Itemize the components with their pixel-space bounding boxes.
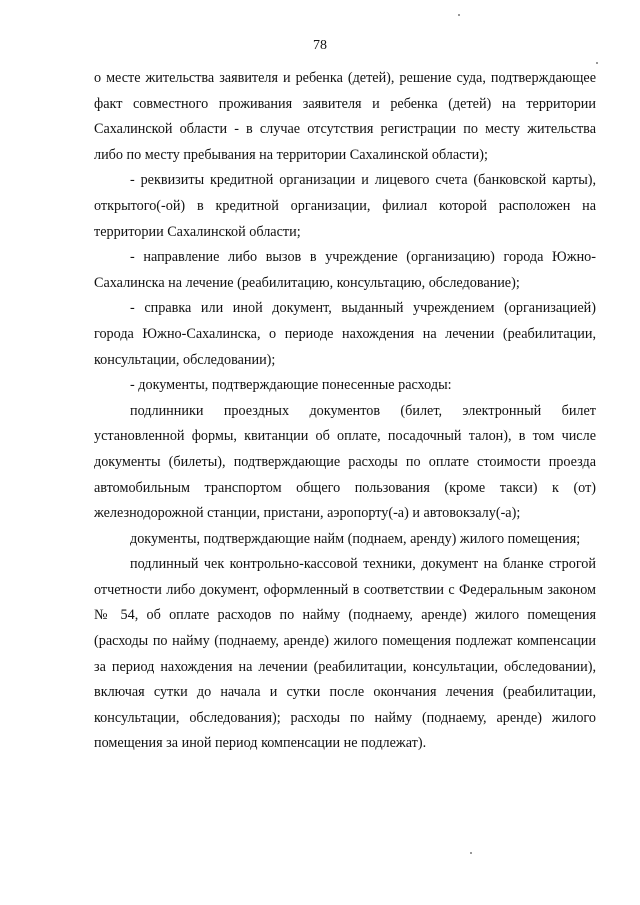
paragraph-expense-documents: - документы, подтверждающие понесенные расходы: xyxy=(130,377,452,394)
paragraph-bank-details: - реквизиты кредитной организации и лицевого счета (банковской карты), открытого(-ой) в кредитной организации, филиал которой расположен на территории Сахалинской области; xyxy=(94,172,596,240)
scan-speck xyxy=(458,14,460,16)
scan-speck xyxy=(596,62,598,64)
paragraph-rental-documents: документы, подтверждающие найм (поднаем, аренду) жилого помещения; xyxy=(130,530,581,547)
paragraph-treatment-certificate: - справка или иной документ, выданный учреждением (организацией) города Южно-Сахалинска, о периоде нахождения на лечении (реабилитации, консультации, обследовании); xyxy=(94,300,596,368)
document-body xyxy=(94,66,596,757)
paragraph-referral: - направление либо вызов в учреждение (организацию) города Южно-Сахалинска на лечение (реабилитацию, консультацию, обследование); xyxy=(94,249,596,291)
paragraph-continuation: о месте жительства заявителя и ребенка (детей), решение суда, подтверждающее факт совместного проживания заявителя и ребенка (детей) на территории Сахалинской области - в случае отсутствия регистрации по месту жительства либо по месту пребывания на территории Сахалинской области); xyxy=(94,70,596,163)
paragraph-travel-tickets: подлинники проездных документов (билет, электронный билет установленной формы, квитанции об оплате, посадочный талон), в том числе документы (билеты), подтверждающие расходы по оплате стоимости проезда автомобильным транспортом общего пользования (кроме такси) к (от) железнодорожной станции, пристани, аэропорту(-а) и автовокзалу(-а); xyxy=(94,402,596,522)
paragraph-receipt: подлинный чек контрольно-кассовой техники, документ на бланке строгой отчетности либо документ, оформленный в соответствии с Федеральным законом № 54, об оплате расходов по найму (поднаему, аренде) жилого помещения (расходы по найму (поднаему, аренде) жилого помещения подлежат компенсации за период нахождения на лечении (реабилитации, консультации, обследовании), включая сутки до начала и сутки после окончания лечения (реабилитации, консультации, обследования); расходы по найму (поднаему, аренде) жилого помещения за иной период компенсации не подлежат). xyxy=(94,556,596,752)
page-number: 78 xyxy=(313,38,327,53)
scan-speck xyxy=(470,852,472,854)
